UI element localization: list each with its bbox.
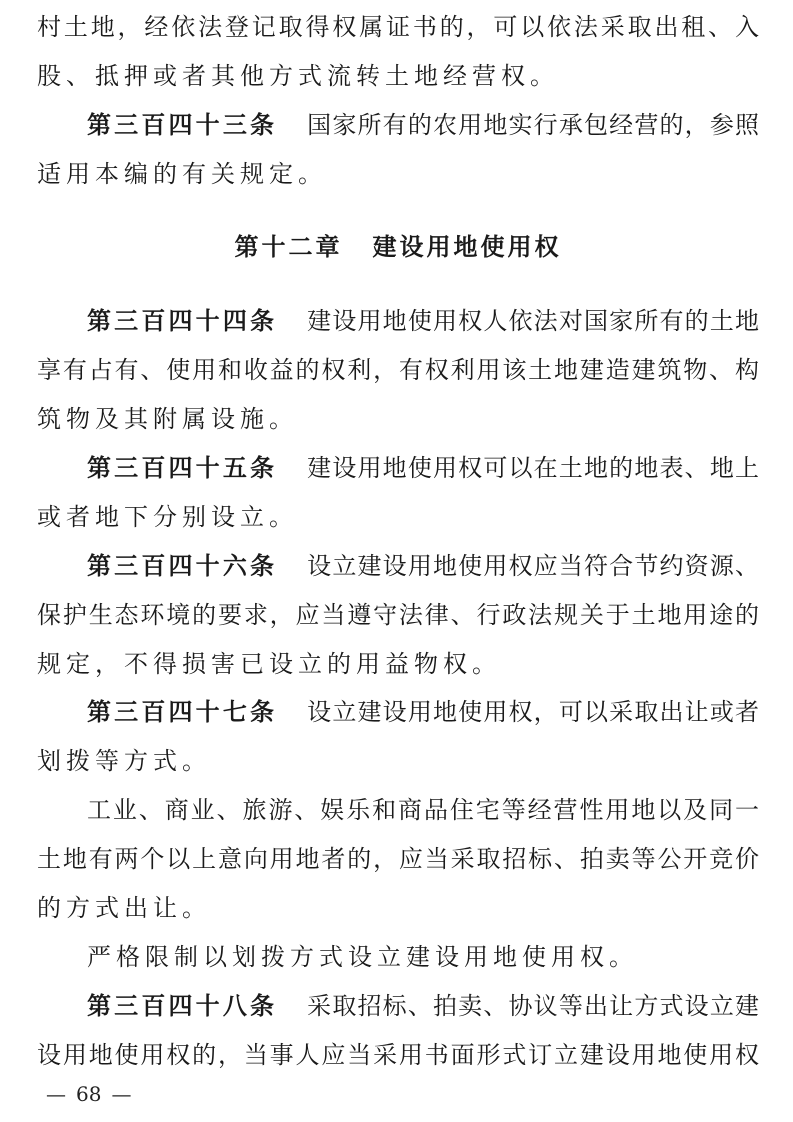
chapter-heading [37,230,759,264]
article-number: 第三百四十四条 [87,307,278,335]
article-number: 第三百四十五条 [87,454,278,482]
article-343 [37,110,759,140]
article-text: 采取招标、拍卖、协议等出让方式设立建 [307,992,760,1020]
text-line: 筑物及其附属设施。 [37,405,298,433]
article-number: 第三百四十六条 [87,552,278,580]
article-text: 设立建设用地使用权应当符合节约资源、 [307,552,760,580]
article-text: 建设用地使用权人依法对国家所有的土地 [307,307,760,335]
article-text: 设立建设用地使用权，可以采取出让或者 [307,698,760,726]
chapter-number: 第十二章 [234,233,343,261]
text-line: 划拨等方式。 [37,747,211,775]
article-344 [37,306,759,336]
page-number: 68 [76,1082,102,1106]
article-text: 国家所有的农用地实行承包经营的，参照 [307,111,760,139]
text-line: 规定，不得损害已设立的用益物权。 [37,650,501,678]
text-line: 或者地下分别设立。 [37,503,298,531]
article-number: 第三百四十三条 [87,111,278,139]
footer-dash-right: — [111,1082,132,1106]
article-347 [37,697,759,727]
article-348 [37,991,759,1021]
chapter-title: 建设用地使用权 [372,233,562,261]
text-line: 的方式出让。 [37,894,211,922]
article-number: 第三百四十七条 [87,698,278,726]
text-line: 村土地，经依法登记取得权属证书的，可以依法采取出租、入 [37,13,759,41]
article-346 [37,551,759,581]
text-line: 适用本编的有关规定。 [37,160,327,188]
text-line: 设用地使用权的，当事人应当采用书面形式订立建设用地使用权 [37,1041,759,1069]
paragraph-line: 工业、商业、旅游、娱乐和商品住宅等经营性用地以及同一 [87,796,759,824]
paragraph-line: 严格限制以划拨方式设立建设用地使用权。 [87,943,638,971]
article-345 [37,453,759,483]
page-footer [46,1082,131,1106]
text-line: 土地有两个以上意向用地者的，应当采取招标、拍卖等公开竞价 [37,845,759,873]
footer-dash-left: — [46,1082,66,1106]
text-line: 享有占有、使用和收益的权利，有权利用该土地建造建筑物、构 [37,356,759,384]
text-line: 保护生态环境的要求，应当遵守法律、行政法规关于土地用途的 [37,601,759,629]
article-number: 第三百四十八条 [87,992,278,1020]
text-line: 股、抵押或者其他方式流转土地经营权。 [37,62,559,90]
article-text: 建设用地使用权可以在土地的地表、地上 [307,454,760,482]
